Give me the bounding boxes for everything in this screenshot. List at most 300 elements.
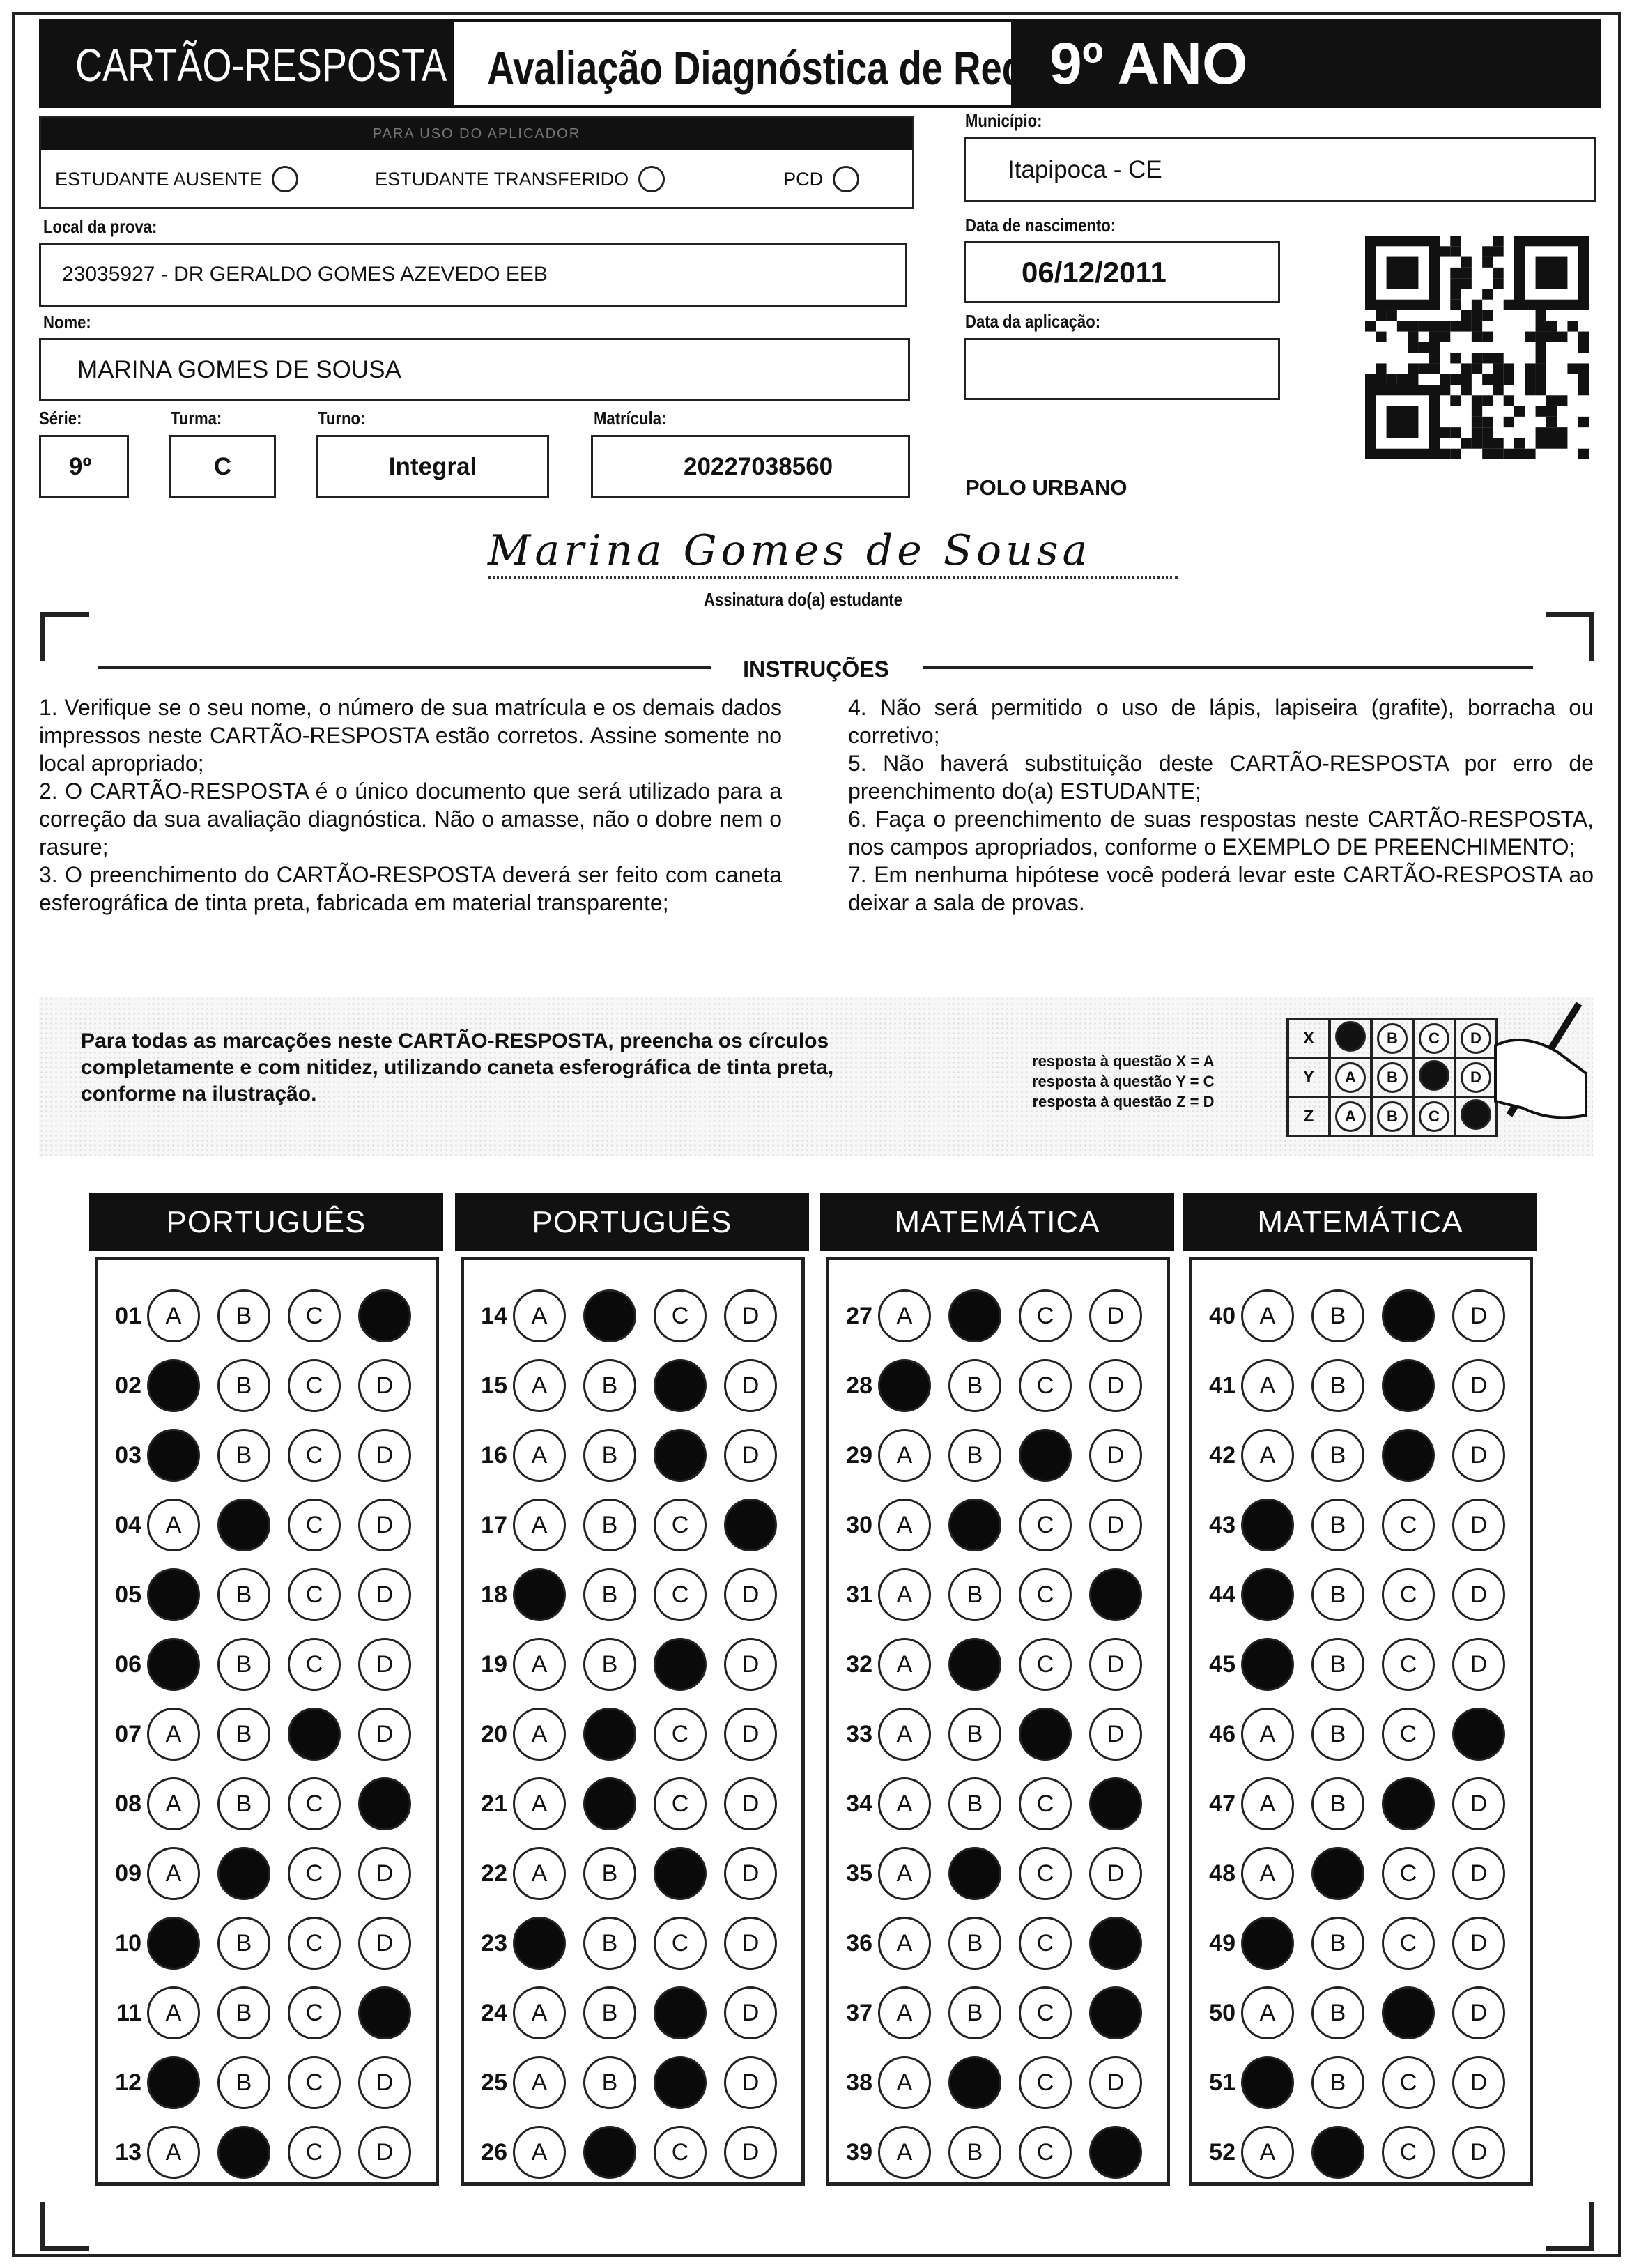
bubble-b[interactable]: B xyxy=(1311,1638,1364,1691)
bubble-b[interactable]: B xyxy=(217,1986,270,2039)
bubble-c[interactable]: C xyxy=(1019,1986,1072,2039)
bubble-c[interactable]: C xyxy=(1019,2126,1072,2179)
bubble-b[interactable]: B xyxy=(1311,1359,1364,1412)
bubble-a[interactable]: A xyxy=(878,1777,931,1830)
bubble-d[interactable]: D xyxy=(1089,1638,1142,1691)
question-number: 22 xyxy=(481,1860,507,1887)
bubble-c[interactable]: C xyxy=(288,1499,341,1551)
bubble-a[interactable]: A xyxy=(878,2056,931,2109)
question-number: 39 xyxy=(846,2138,872,2166)
bubble-c[interactable]: C xyxy=(654,1289,707,1342)
bubble-c[interactable]: C xyxy=(1382,1847,1435,1900)
bubble-a[interactable]: A xyxy=(513,1359,566,1412)
bubble-a[interactable]: A xyxy=(1241,2056,1294,2109)
bubble-a[interactable]: A xyxy=(878,1917,931,1970)
bubble-d[interactable]: D xyxy=(358,1917,411,1970)
bubble-b[interactable]: B xyxy=(1311,1289,1364,1342)
bubble-d[interactable]: D xyxy=(724,1917,777,1970)
card-title: CARTÃO-RESPOSTA xyxy=(75,39,447,91)
bubble-c[interactable]: C xyxy=(654,1917,707,1970)
bubble-b[interactable]: B xyxy=(583,1359,636,1412)
bubble-b[interactable]: B xyxy=(948,1917,1001,1970)
bubble-d[interactable]: D xyxy=(724,1638,777,1691)
answer-row xyxy=(98,1915,429,1971)
bubble-d[interactable]: D xyxy=(724,1986,777,2039)
bubble-b[interactable]: B xyxy=(583,1986,636,2039)
question-number: 13 xyxy=(115,2138,141,2166)
bubble-d[interactable]: D xyxy=(1452,2056,1505,2109)
bubble-a[interactable]: A xyxy=(1241,1359,1294,1412)
answer-row xyxy=(829,1567,1160,1623)
bubble-a[interactable]: A xyxy=(878,1708,931,1761)
instruction-item: 7. Em nenhuma hipótese você poderá levar este CARTÃO-RESPOSTA ao deixar a sala de provas. xyxy=(848,862,1594,915)
answer-row xyxy=(829,1985,1160,2041)
bubble-b[interactable]: B xyxy=(948,1289,1001,1342)
qr-code xyxy=(1365,236,1589,459)
bubble-d[interactable]: D xyxy=(358,1499,411,1551)
bubble-c[interactable]: C xyxy=(1382,1429,1435,1482)
bubble-c[interactable]: C xyxy=(288,2056,341,2109)
bubble-c[interactable]: C xyxy=(1019,1777,1072,1830)
answer-row xyxy=(1192,1706,1523,1762)
bubble-b[interactable]: B xyxy=(217,1847,270,1900)
bubble-a[interactable]: A xyxy=(878,2126,931,2179)
bubble-b[interactable]: B xyxy=(1311,1986,1364,2039)
bubble-b[interactable]: B xyxy=(583,2056,636,2109)
bubble-b[interactable]: B xyxy=(948,1986,1001,2039)
answer-row xyxy=(98,1427,429,1483)
question-number: 32 xyxy=(846,1650,872,1678)
birthdate-label: Data de nascimento: xyxy=(965,215,1116,236)
turma-field: C xyxy=(169,435,276,498)
bubble-b[interactable]: B xyxy=(583,2126,636,2179)
polo: POLO URBANO xyxy=(965,475,1127,500)
bubble-b[interactable]: B xyxy=(583,1638,636,1691)
bubble-a[interactable]: A xyxy=(878,1638,931,1691)
bubble-b[interactable]: B xyxy=(948,1568,1001,1621)
matricula-label: Matrícula: xyxy=(594,408,667,429)
bubble-a[interactable]: A xyxy=(513,1638,566,1691)
bubble-a[interactable]: A xyxy=(147,1777,200,1830)
bubble-c[interactable]: C xyxy=(1382,1568,1435,1621)
name-label: Nome: xyxy=(43,312,91,332)
bubble-a[interactable]: A xyxy=(878,1429,931,1482)
bubble-c[interactable]: C xyxy=(1019,1289,1072,1342)
bubble-b[interactable]: B xyxy=(217,1638,270,1691)
bubble-a[interactable]: A xyxy=(147,1289,200,1342)
example-answer: resposta à questão X = A xyxy=(1032,1052,1215,1070)
question-number: 42 xyxy=(1209,1441,1235,1469)
question-number: 51 xyxy=(1209,2069,1235,2096)
example-question: Y xyxy=(1288,1058,1330,1097)
bubble-a[interactable]: A xyxy=(513,1847,566,1900)
fill-example xyxy=(39,997,1593,1156)
bubble-d[interactable]: D xyxy=(1089,1289,1142,1342)
bubble-d[interactable]: D xyxy=(358,2126,411,2179)
exam-title: Avaliação Diagnóstica de Rede xyxy=(487,42,1047,95)
bubble-d[interactable]: D xyxy=(1089,1568,1142,1621)
bubble-c[interactable]: C xyxy=(1019,1708,1072,1761)
bubble-b[interactable]: B xyxy=(583,1777,636,1830)
answer-row xyxy=(829,2055,1160,2110)
bubble-a[interactable]: A xyxy=(513,1917,566,1970)
bubble-d[interactable]: D xyxy=(358,1568,411,1621)
bubble-a[interactable]: A xyxy=(147,1568,200,1621)
bubble-c[interactable]: C xyxy=(1019,1499,1072,1551)
question-number: 33 xyxy=(846,1720,872,1747)
question-number: 46 xyxy=(1209,1720,1235,1747)
answer-row xyxy=(829,1915,1160,1971)
bubble-c[interactable]: C xyxy=(288,1708,341,1761)
bubble-b[interactable]: B xyxy=(583,1847,636,1900)
question-number: 52 xyxy=(1209,2138,1235,2166)
bubble-a[interactable]: A xyxy=(147,1359,200,1412)
bubble-c[interactable]: C xyxy=(288,1429,341,1482)
bubble-b[interactable]: B xyxy=(217,2056,270,2109)
bubble-c[interactable]: C xyxy=(1382,1359,1435,1412)
signature-label: Assinatura do(a) estudante xyxy=(704,589,902,610)
bubble-c[interactable]: C xyxy=(654,1847,707,1900)
bubble-a[interactable]: A xyxy=(147,1708,200,1761)
bubble-a[interactable]: A xyxy=(1241,1847,1294,1900)
turma-label: Turma: xyxy=(171,408,222,429)
bubble-c[interactable]: C xyxy=(288,1568,341,1621)
bubble-a[interactable]: A xyxy=(878,1499,931,1551)
bubble-d[interactable]: D xyxy=(1089,1429,1142,1482)
transferred-bubble[interactable] xyxy=(638,166,665,192)
hand-pen-icon xyxy=(1481,997,1593,1136)
bubble-b[interactable]: B xyxy=(1311,1499,1364,1551)
answer-row xyxy=(464,2055,794,2110)
bubble-c[interactable]: C xyxy=(1382,1708,1435,1761)
answer-row xyxy=(1192,1497,1523,1553)
bubble-b[interactable]: B xyxy=(948,2126,1001,2179)
bubble-c[interactable]: C xyxy=(654,2126,707,2179)
bubble-b[interactable]: B xyxy=(583,1429,636,1482)
bubble-b[interactable]: B xyxy=(583,1568,636,1621)
question-number: 27 xyxy=(846,1302,872,1329)
bubble-c[interactable]: C xyxy=(288,1917,341,1970)
question-number: 24 xyxy=(481,1999,507,2026)
bubble-d[interactable]: D xyxy=(1452,1499,1505,1551)
bubble-c[interactable]: C xyxy=(1382,1986,1435,2039)
bubble-a[interactable]: A xyxy=(513,1289,566,1342)
bubble-d[interactable]: D xyxy=(1089,1499,1142,1551)
bubble-a[interactable]: A xyxy=(1241,1638,1294,1691)
question-number: 11 xyxy=(116,1999,141,2026)
bubble-c[interactable]: C xyxy=(1019,2056,1072,2109)
bubble-d[interactable]: D xyxy=(1089,1708,1142,1761)
bubble-d[interactable]: D xyxy=(1452,1638,1505,1691)
application-date-label: Data da aplicação: xyxy=(965,311,1101,332)
bubble-c[interactable]: C xyxy=(288,1638,341,1691)
bubble-d[interactable]: D xyxy=(358,1638,411,1691)
answer-row xyxy=(829,1706,1160,1762)
bubble-c[interactable]: C xyxy=(288,1986,341,2039)
bubble-b[interactable]: B xyxy=(1311,1847,1364,1900)
bubble-c[interactable]: C xyxy=(654,1638,707,1691)
example-text: Para todas as marcações neste CARTÃO-RESPOSTA, preencha os círculos completamente e com nitidez, utilizando caneta esferográfica de tinta preta, conforme na ilustração. xyxy=(81,1029,834,1105)
bubble-a[interactable]: A xyxy=(513,1777,566,1830)
bubble-a[interactable]: A xyxy=(147,1638,200,1691)
bubble-c[interactable]: C xyxy=(1019,1638,1072,1691)
bubble-a[interactable]: A xyxy=(1241,2126,1294,2179)
bubble-d[interactable]: D xyxy=(724,2056,777,2109)
bubble-a[interactable]: A xyxy=(513,1708,566,1761)
bubble-a[interactable]: A xyxy=(513,2126,566,2179)
bubble-d[interactable]: D xyxy=(1452,2126,1505,2179)
bubble-c[interactable]: C xyxy=(1382,1777,1435,1830)
question-number: 04 xyxy=(115,1511,141,1538)
bubble-d[interactable]: D xyxy=(724,1568,777,1621)
pcd-bubble[interactable] xyxy=(833,166,859,192)
question-number: 31 xyxy=(846,1581,872,1608)
pcd-label: PCD xyxy=(783,168,824,190)
bubble-a[interactable]: A xyxy=(878,1289,931,1342)
bubble-b[interactable]: B xyxy=(1311,2056,1364,2109)
bubble-d[interactable]: D xyxy=(1452,1429,1505,1482)
absent-bubble[interactable] xyxy=(272,166,298,192)
bubble-c[interactable]: C xyxy=(654,1499,707,1551)
bubble-b[interactable]: B xyxy=(948,1429,1001,1482)
bubble-d[interactable]: D xyxy=(1089,1777,1142,1830)
bubble-d[interactable]: D xyxy=(1452,1986,1505,2039)
bubble-d[interactable]: D xyxy=(358,1289,411,1342)
bubble-b[interactable]: B xyxy=(1311,1777,1364,1830)
bubble-a[interactable]: A xyxy=(147,1499,200,1551)
bubble-d[interactable]: D xyxy=(1089,1917,1142,1970)
absent-label: ESTUDANTE AUSENTE xyxy=(55,168,263,190)
bubble-d[interactable]: D xyxy=(724,1429,777,1482)
bubble-a[interactable]: A xyxy=(513,1429,566,1482)
bubble-b[interactable]: B xyxy=(948,1777,1001,1830)
instructions-title: INSTRUÇÕES xyxy=(743,657,889,682)
bubble-c[interactable]: C xyxy=(1382,1638,1435,1691)
bubble-c[interactable]: C xyxy=(654,2056,707,2109)
example-answer: resposta à questão Y = C xyxy=(1032,1073,1215,1090)
subject-header: MATEMÁTICA xyxy=(1183,1193,1537,1251)
question-number: 36 xyxy=(846,1929,872,1956)
bubble-d[interactable]: D xyxy=(724,1499,777,1551)
bubble-a[interactable]: A xyxy=(878,1359,931,1412)
bubble-b[interactable]: B xyxy=(1311,1568,1364,1621)
example-bubble: D xyxy=(1461,1062,1491,1093)
answer-row xyxy=(829,1358,1160,1413)
bubble-a[interactable]: A xyxy=(1241,1289,1294,1342)
question-number: 14 xyxy=(481,1302,507,1329)
answer-row xyxy=(1192,2055,1523,2110)
bubble-b[interactable]: B xyxy=(583,1289,636,1342)
bubble-c[interactable]: C xyxy=(1019,1847,1072,1900)
bubble-d[interactable]: D xyxy=(1089,2056,1142,2109)
bubble-b[interactable]: B xyxy=(217,1499,270,1551)
bubble-b[interactable]: B xyxy=(948,2056,1001,2109)
answer-row xyxy=(464,1497,794,1553)
answer-row xyxy=(829,1637,1160,1692)
instruction-item: 1. Verifique se o seu nome, o número de sua matrícula e os demais dados impressos neste CARTÃO-RESPOSTA estão corretos. Assine somente no local apropriado; xyxy=(39,695,782,776)
example-bubble xyxy=(1419,1060,1449,1091)
answer-row xyxy=(829,2124,1160,2180)
bubble-c[interactable]: C xyxy=(1019,1568,1072,1621)
bubble-a[interactable]: A xyxy=(1241,1777,1294,1830)
bubble-c[interactable]: C xyxy=(654,1429,707,1482)
answer-row xyxy=(98,1776,429,1832)
bubble-b[interactable]: B xyxy=(217,1359,270,1412)
bubble-d[interactable]: D xyxy=(1089,1359,1142,1412)
bubble-c[interactable]: C xyxy=(1382,1917,1435,1970)
municipio-field: Itapipoca - CE xyxy=(964,137,1596,202)
bubble-a[interactable]: A xyxy=(1241,1708,1294,1761)
bubble-d[interactable]: D xyxy=(724,1289,777,1342)
bubble-c[interactable]: C xyxy=(288,1847,341,1900)
bubble-b[interactable]: B xyxy=(217,1429,270,1482)
bubble-c[interactable]: C xyxy=(654,1568,707,1621)
bubble-c[interactable]: C xyxy=(1382,1499,1435,1551)
bubble-c[interactable]: C xyxy=(1019,1359,1072,1412)
example-bubble xyxy=(1335,1021,1366,1052)
corner-mark xyxy=(40,612,89,661)
bubble-d[interactable]: D xyxy=(1452,1568,1505,1621)
bubble-a[interactable]: A xyxy=(1241,1917,1294,1970)
bubble-c[interactable]: C xyxy=(654,1359,707,1412)
bubble-d[interactable]: D xyxy=(724,1708,777,1761)
question-number: 19 xyxy=(481,1650,507,1678)
bubble-a[interactable]: A xyxy=(147,2056,200,2109)
exam-title-box xyxy=(451,19,1047,108)
question-number: 23 xyxy=(481,1929,507,1956)
bubble-a[interactable]: A xyxy=(1241,1429,1294,1482)
bubble-a[interactable]: A xyxy=(1241,1986,1294,2039)
bubble-b[interactable]: B xyxy=(217,1777,270,1830)
bubble-a[interactable]: A xyxy=(147,1847,200,1900)
bubble-c[interactable]: C xyxy=(1382,2056,1435,2109)
bubble-d[interactable]: D xyxy=(358,1777,411,1830)
bubble-d[interactable]: D xyxy=(1452,1917,1505,1970)
bubble-d[interactable]: D xyxy=(1452,1289,1505,1342)
example-answer: resposta à questão Z = D xyxy=(1032,1093,1215,1110)
turno-label: Turno: xyxy=(318,408,366,429)
bubble-a[interactable]: A xyxy=(1241,1568,1294,1621)
bubble-d[interactable]: D xyxy=(1452,1708,1505,1761)
bubble-c[interactable]: C xyxy=(1382,1289,1435,1342)
bubble-d[interactable]: D xyxy=(1089,2126,1142,2179)
question-number: 02 xyxy=(115,1372,141,1399)
bubble-a[interactable]: A xyxy=(513,1499,566,1551)
bubble-d[interactable]: D xyxy=(358,1847,411,1900)
bubble-b[interactable]: B xyxy=(1311,1429,1364,1482)
bubble-b[interactable]: B xyxy=(217,1708,270,1761)
bubble-b[interactable]: B xyxy=(217,1289,270,1342)
bubble-b[interactable]: B xyxy=(217,1917,270,1970)
bubble-c[interactable]: C xyxy=(1019,1917,1072,1970)
answer-section xyxy=(1189,1257,1533,2186)
question-number: 01 xyxy=(115,1302,141,1329)
answer-row xyxy=(829,1846,1160,1901)
bubble-d[interactable]: D xyxy=(724,1777,777,1830)
bubble-a[interactable]: A xyxy=(513,1568,566,1621)
bubble-d[interactable]: D xyxy=(724,1359,777,1412)
answer-row xyxy=(1192,1358,1523,1413)
bubble-b[interactable]: B xyxy=(583,1917,636,1970)
grade-title: 9º ANO xyxy=(1049,31,1248,96)
bubble-b[interactable]: B xyxy=(948,1359,1001,1412)
answer-row xyxy=(1192,1915,1523,1971)
answer-row xyxy=(98,1637,429,1692)
bubble-d[interactable]: D xyxy=(1452,1777,1505,1830)
bubble-a[interactable]: A xyxy=(878,1847,931,1900)
bubble-c[interactable]: C xyxy=(288,1359,341,1412)
question-number: 30 xyxy=(846,1511,872,1538)
bubble-b[interactable]: B xyxy=(583,1708,636,1761)
bubble-c[interactable]: C xyxy=(1019,1429,1072,1482)
bubble-d[interactable]: D xyxy=(724,1847,777,1900)
answer-row xyxy=(464,1985,794,2041)
bubble-a[interactable]: A xyxy=(1241,1499,1294,1551)
bubble-d[interactable]: D xyxy=(358,1708,411,1761)
bubble-b[interactable]: B xyxy=(1311,1708,1364,1761)
bubble-a[interactable]: A xyxy=(147,2126,200,2179)
bubble-d[interactable]: D xyxy=(358,1359,411,1412)
corner-mark xyxy=(1546,2202,1594,2251)
bubble-a[interactable]: A xyxy=(513,1986,566,2039)
bubble-b[interactable]: B xyxy=(583,1499,636,1551)
question-number: 08 xyxy=(115,1790,141,1817)
bubble-d[interactable]: D xyxy=(1452,1847,1505,1900)
bubble-b[interactable]: B xyxy=(1311,1917,1364,1970)
bubble-c[interactable]: C xyxy=(1382,2126,1435,2179)
bubble-c[interactable]: C xyxy=(654,1708,707,1761)
bubble-d[interactable]: D xyxy=(358,1986,411,2039)
bubble-a[interactable]: A xyxy=(513,2056,566,2109)
bubble-b[interactable]: B xyxy=(217,2126,270,2179)
instruction-item: 5. Não haverá substituição deste CARTÃO-RESPOSTA por erro de preenchimento do(a) ESTUDANTE; xyxy=(848,751,1594,804)
municipio-label: Município: xyxy=(965,110,1042,131)
example-answers xyxy=(1032,1051,1214,1112)
bubble-a[interactable]: A xyxy=(878,1986,931,2039)
bubble-c[interactable]: C xyxy=(288,1777,341,1830)
bubble-c[interactable]: C xyxy=(288,2126,341,2179)
question-number: 17 xyxy=(481,1511,507,1538)
bubble-b[interactable]: B xyxy=(948,1638,1001,1691)
bubble-d[interactable]: D xyxy=(1089,1847,1142,1900)
bubble-d[interactable]: D xyxy=(724,2126,777,2179)
bubble-d[interactable]: D xyxy=(358,2056,411,2109)
matricula-field: 20227038560 xyxy=(591,435,910,498)
answer-row xyxy=(1192,2124,1523,2180)
instruction-item: 4. Não será permitido o uso de lápis, lapiseira (grafite), borracha ou corretivo; xyxy=(848,695,1594,748)
question-number: 49 xyxy=(1209,1929,1235,1956)
bubble-a[interactable]: A xyxy=(878,1568,931,1621)
subject-header: MATEMÁTICA xyxy=(820,1193,1174,1251)
bubble-b[interactable]: B xyxy=(1311,2126,1364,2179)
bubble-b[interactable]: B xyxy=(948,1847,1001,1900)
bubble-b[interactable]: B xyxy=(948,1499,1001,1551)
bubble-a[interactable]: A xyxy=(147,1917,200,1970)
bubble-d[interactable]: D xyxy=(1452,1359,1505,1412)
bubble-b[interactable]: B xyxy=(948,1708,1001,1761)
question-number: 18 xyxy=(481,1581,507,1608)
bubble-b[interactable]: B xyxy=(217,1568,270,1621)
bubble-c[interactable]: C xyxy=(288,1289,341,1342)
bubble-a[interactable]: A xyxy=(147,1429,200,1482)
bubble-a[interactable]: A xyxy=(147,1986,200,2039)
bubble-c[interactable]: C xyxy=(654,1986,707,2039)
answer-row xyxy=(98,1985,429,2041)
bubble-c[interactable]: C xyxy=(654,1777,707,1830)
bubble-d[interactable]: D xyxy=(358,1429,411,1482)
answer-row xyxy=(464,1358,794,1413)
bubble-d[interactable]: D xyxy=(1089,1986,1142,2039)
